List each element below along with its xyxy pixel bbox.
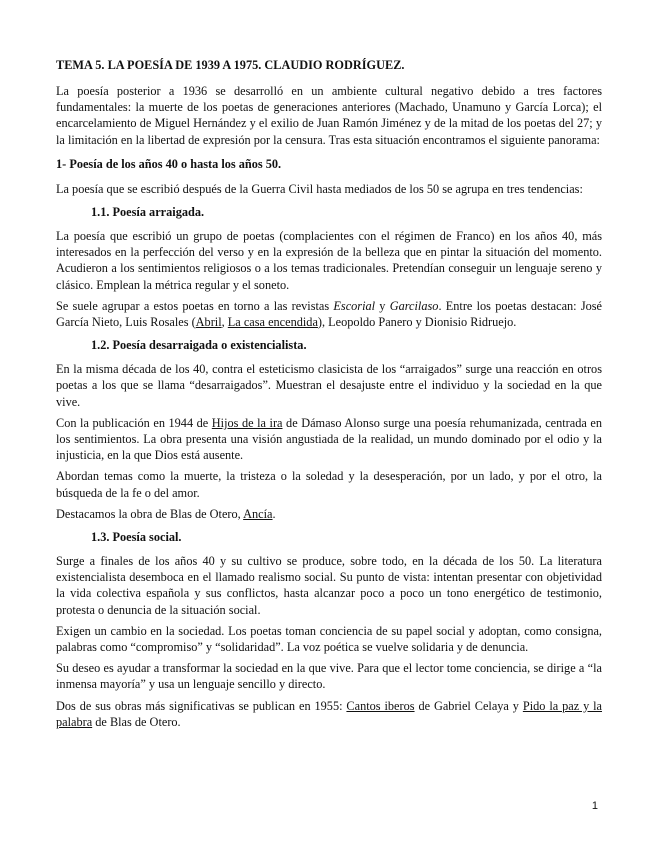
- section-1-3-paragraph-3: Su deseo es ayudar a transformar la sociedad en la que vive. Para que el lector tome conciencia, se dirige a “la inmensa mayoría” y usa un lenguaje sencillo y directo.: [56, 661, 602, 692]
- section-1-2-paragraph-3: Abordan temas como la muerte, la tristeza o la soledad y la desesperación, por un lado, y por el otro, la búsqueda de la fe o del amor.: [56, 469, 602, 500]
- section-1-heading: 1- Poesía de los años 40 o hasta los años 50.: [56, 156, 282, 171]
- section-1-2-paragraph-4: [56, 506, 602, 522]
- journal-garcilaso: Garcilaso: [389, 298, 439, 313]
- text-run: de Gabriel Celaya y: [414, 698, 523, 713]
- text-run: Destacamos la obra de Blas de Otero,: [56, 506, 244, 521]
- text-run: de Blas de Otero.: [92, 714, 181, 729]
- work-ancia: Ancía: [243, 506, 273, 521]
- text-run: Dos de sus obras más significativas se publican en 1955:: [56, 698, 347, 713]
- document-title: TEMA 5. LA POESÍA DE 1939 A 1975. CLAUDIO RODRÍGUEZ.: [56, 58, 405, 72]
- text-run: .: [272, 506, 276, 521]
- text-run: ,: [221, 315, 228, 330]
- text-run: de Dámaso Alonso surge una poesía rehumanizada, centrada en los sentimientos. La obra presenta una visión angustiada de la realidad, un mundo dominado por el odio y la injusticia, en la que Dios está ausente.: [56, 415, 602, 463]
- text-run: Se suele agrupar a estos poetas en torno a las revistas: [56, 298, 334, 313]
- section-1-3-paragraph-2: Exigen un cambio en la sociedad. Los poetas toman conciencia de su papel social y adoptan, como consigna, palabras como “compromiso” y “solidaridad”. La voz poética se vuelve solidaria y de denuncia.: [56, 623, 602, 655]
- section-1-3-heading: 1.3. Poesía social.: [91, 530, 182, 545]
- section-1-1-paragraph-2: [56, 298, 602, 330]
- journal-escorial: Escorial: [333, 298, 376, 313]
- section-1-2-paragraph-1: En la misma década de los 40, contra el esteticismo clasicista de los “arraigados” surge una reacción en otros poetas a los que se llama “desarraigados”. Muestran el desajuste entre el individuo y la sociedad en la que vive.: [56, 362, 602, 409]
- section-1-3-paragraph-4: [56, 698, 602, 730]
- text-run: . Entre los poetas destacan: José García Nieto, Luis Rosales (: [56, 298, 603, 330]
- section-1-intro: La poesía que se escribió después de la Guerra Civil hasta mediados de los 50 se agrupa en tres tendencias:: [56, 181, 583, 196]
- work-abril: Abril: [195, 315, 222, 330]
- section-1-1-heading: 1.1. Poesía arraigada.: [91, 205, 205, 220]
- work-cantos-iberos: Cantos iberos: [346, 698, 415, 713]
- document-body: [56, 58, 602, 735]
- work-la-casa-encendida: La casa encendida: [227, 315, 318, 330]
- intro-paragraph: La poesía posterior a 1936 se desarrolló en un ambiente cultural negativo debido a tres factores fundamentales: la muerte de los poetas de generaciones anteriores (Machado, Unamuno y García Lorca); el encarcelamiento de Miguel Hernández y el exilio de Juan Ramón Jiménez y de la mitad de los poetas del 27; y la limitación en la libertad de expresión por la censura. Tras esta situación encontramos el siguiente panorama:: [56, 84, 602, 147]
- work-pido-la-paz: Pido la paz y la palabra: [56, 698, 602, 729]
- text-run: y: [375, 298, 390, 313]
- section-1-2-heading: 1.2. Poesía desarraigada o existencialista.: [91, 338, 307, 353]
- section-1-2-paragraph-2: [56, 415, 602, 464]
- text-run: Con la publicación en 1944 de: [56, 415, 212, 430]
- section-1-1-paragraph-1: La poesía que escribió un grupo de poetas (complacientes con el régimen de Franco) en los años 40, más interesados en la perfección del verso y en la expresión de la belleza que en pintar la situación del momento. Acudieron a los sentimientos religiosos o a los temas tradicionales. Pretendían conseguir un lenguaje sereno y clásico. Emplean la métrica regular y el soneto.: [56, 229, 602, 292]
- work-hijos-de-la-ira: Hijos de la ira: [211, 415, 283, 430]
- page-number: 1: [591, 800, 598, 812]
- section-1-3-paragraph-1: Surge a finales de los años 40 y su cultivo se produce, sobre todo, en la década de los 50. La literatura existencialista desemboca en el llamado realismo social. Su punto de vista: intentan presentar con objetividad la vida colectiva española y sus conflictos, hasta alcanzar poco a poco un tono energético de testimonio, protesta o denuncia de la situación social.: [56, 554, 602, 617]
- text-run: ), Leopoldo Panero y Dionisio Ridruejo.: [317, 315, 517, 330]
